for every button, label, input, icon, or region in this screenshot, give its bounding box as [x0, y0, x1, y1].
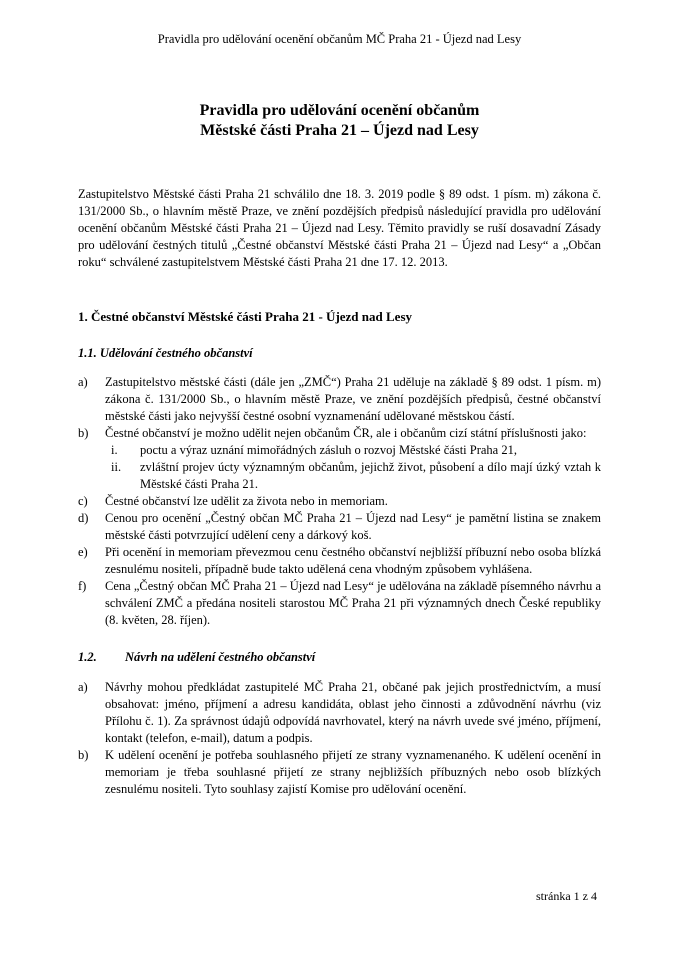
- list-item-e: [78, 544, 601, 578]
- list-item-text: Zastupitelstvo městské části (dále jen „ZMČ“) Praha 21 uděluje na základě § 89 odst. 1 písm. m) zákona č. 131/2000 Sb., o hlavním městě Praze, ve znění pozdějších předpisů, čestné občanství městské části jako nejvyšší čestné osobní vyznamenání udělované městskou částí.: [105, 375, 601, 423]
- subsection-1-2-number: 1.2.: [78, 650, 97, 664]
- list-item-label: c): [78, 494, 88, 508]
- list-1-2: [78, 679, 601, 798]
- list-item-b: [78, 747, 601, 798]
- sublist-item-ii: [105, 459, 601, 493]
- list-1-1: [78, 374, 601, 629]
- sublist-item-text: poctu a výraz uznání mimořádných zásluh o rozvoj Městské části Praha 21,: [140, 443, 517, 457]
- list-item-b: [78, 425, 601, 442]
- intro-paragraph: Zastupitelstvo Městské části Praha 21 schválilo dne 18. 3. 2019 podle § 89 odst. 1 písm. m) zákona č. 131/2000 Sb., o hlavním městě Praze, ve znění pozdějších předpisů následující pravidla pro udělování ocenění občanům Městské části Praha 21 – Újezd nad Lesy. Těmito pravidly se ruší dosavadní Zásady pro udělování čestných titulů „Čestné občanství Městské části Praha 21 – Újezd nad Lesy“ a „Občan roku“ schválené zastupitelstvem Městské části Praha 21 dne 17. 12. 2013.: [78, 187, 601, 269]
- running-header: Pravidla pro udělování ocenění občanům MČ Praha 21 - Újezd nad Lesy: [157, 32, 522, 46]
- list-item-text: Cenou pro ocenění „Čestný občan MČ Praha 21 – Újezd nad Lesy“ je pamětní listina se znakem městské části potvrzující udělení ceny a dárkový koš.: [105, 511, 601, 542]
- document-title-line1: Pravidla pro udělování ocenění občanům: [199, 102, 480, 119]
- list-item-label: b): [78, 748, 89, 762]
- sublist-item-i: [105, 442, 601, 459]
- sublist-item-text: zvláštní projev úcty významným občanům, jejichž život, působení a dílo mají úzký vztah k Městské části Praha 21.: [140, 460, 601, 491]
- list-item-label: a): [78, 375, 88, 389]
- list-item-text: Čestné občanství je možno udělit nejen občanům ČR, ale i občanům cizí státní příslušnosti jako:: [105, 426, 587, 440]
- sublist-item-label: ii.: [111, 460, 122, 474]
- list-item-label: e): [78, 545, 88, 559]
- list-item-text: Cena „Čestný občan MČ Praha 21 – Újezd nad Lesy“ je udělována na základě písemného návrhu a schválení ZMČ a předána nositeli starostou MČ Praha 21 při významných dnech České republiky (8. květen, 28. říjen).: [105, 579, 601, 627]
- document-title: [0, 101, 679, 140]
- list-item-label: b): [78, 426, 89, 440]
- list-item-text: Při ocenění in memoriam převezmou cenu čestného občanství nejbližší příbuzní nebo osoba blízká zesnulému nositeli, případně bude takto udělená cena vhodným způsobem vyhlášena.: [105, 545, 601, 576]
- document-title-line2: Městské části Praha 21 – Újezd nad Lesy: [200, 121, 479, 139]
- list-item-a: [78, 679, 601, 747]
- list-item-text: K udělení ocenění je potřeba souhlasného přijetí ze strany vyznamenaného. K udělení ocenění in memoriam je třeba souhlasné přijetí ze strany nejbližších příbuzných nebo osob blízkých zesnulému nositeli. Tyto souhlasy zajistí Komise pro udělování ocenění.: [105, 748, 601, 796]
- list-item-label: d): [78, 511, 89, 525]
- document-body: [78, 186, 601, 798]
- list-item-label: f): [78, 579, 87, 593]
- list-item-f: [78, 578, 601, 629]
- list-item-a: [78, 374, 601, 425]
- subsection-1-2-title: Návrh na udělení čestného občanství: [125, 650, 316, 664]
- list-item-c: [78, 493, 601, 510]
- section-1-heading: 1. Čestné občanství Městské části Praha 21 - Újezd nad Lesy: [78, 309, 413, 324]
- list-item-d: [78, 510, 601, 544]
- list-item-text: Návrhy mohou předkládat zastupitelé MČ Praha 21, občané pak jejich prostřednictvím, a musí obsahovat: jméno, příjmení a adresu kandidáta, oblast jeho činnosti a zdůvodnění návrhu (viz Přílohu č. 1). Za správnost údajů odpovídá navrhovatel, který na návrh uvede své jméno, příjmení, kontakt (telefon, e-mail), datum a podpis.: [105, 680, 601, 745]
- subsection-1-1-heading: 1.1. Udělování čestného občanství: [78, 346, 253, 360]
- subsection-1-2-heading: [78, 649, 601, 666]
- list-item-text: Čestné občanství lze udělit za života nebo in memoriam.: [105, 494, 388, 508]
- sublist-item-label: i.: [111, 443, 118, 457]
- page-number: stránka 1 z 4: [536, 889, 597, 903]
- list-item-label: a): [78, 680, 88, 694]
